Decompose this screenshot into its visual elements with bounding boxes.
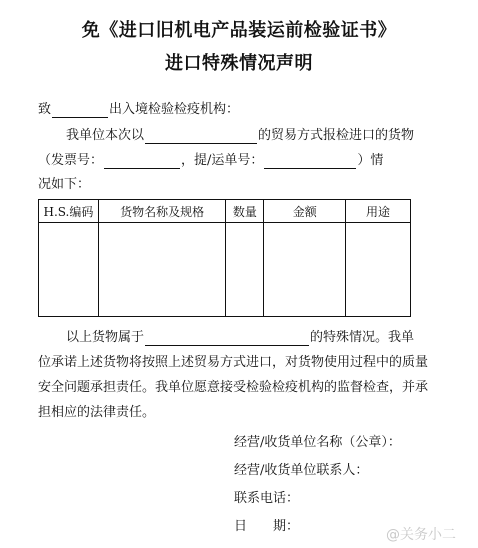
- statement-line-4: 担相应的法律责任。: [38, 405, 156, 420]
- intro-end-text: 的贸易方式报检进口的货物: [258, 128, 415, 143]
- table-header-row: [39, 200, 411, 223]
- goods-name-cell[interactable]: [98, 223, 226, 317]
- statement-line-2: 位承诺上述货物将按照上述贸易方式进口，对货物使用过程中的质量: [38, 355, 429, 370]
- amount-cell[interactable]: [264, 223, 346, 317]
- addressee-prefix: 致: [38, 102, 52, 117]
- header-hs-code: H.S.编码: [39, 200, 99, 223]
- intro-line-1: [66, 128, 414, 144]
- quantity-cell[interactable]: [226, 223, 264, 317]
- header-quantity: 数量: [226, 200, 264, 223]
- special-case-blank[interactable]: [145, 332, 309, 346]
- intro-line-2-end: ）情: [357, 153, 384, 168]
- usage-cell[interactable]: [346, 223, 411, 317]
- addressee-line: [38, 102, 239, 118]
- signature-unit-name: 经营/收货单位名称（公章）：: [234, 435, 401, 450]
- header-goods-name: 货物名称及规格: [98, 200, 226, 223]
- watermark: @关务小二: [386, 527, 456, 543]
- intro-line-3: 况如下：: [38, 177, 91, 192]
- invoice-label: （发票号：: [38, 153, 104, 168]
- document-title: 免《进口旧机电产品装运前检验证书》: [81, 20, 397, 41]
- signature-contact: 经营/收货单位联系人：: [234, 463, 369, 478]
- statement-line-1: [66, 330, 414, 346]
- intro-start-text: 我单位本次以: [66, 128, 145, 143]
- header-amount: 金额: [264, 200, 346, 223]
- statement-line-3: 安全问题承担责任。我单位愿意接受检验检疫机构的监督检查，并承: [38, 380, 429, 395]
- bill-number-blank[interactable]: [264, 155, 356, 169]
- statement-end-text: 的特殊情况。我单: [310, 330, 415, 345]
- addressee-suffix: 出入境检验检疫机构：: [109, 102, 240, 117]
- bill-label: ，提/运单号：: [181, 153, 264, 168]
- trade-mode-blank[interactable]: [145, 130, 257, 144]
- hs-code-cell[interactable]: [39, 223, 99, 317]
- invoice-number-blank[interactable]: [104, 155, 180, 169]
- signature-date: 日 期：: [234, 519, 300, 534]
- statement-start-text: 以上货物属于: [66, 330, 145, 345]
- signature-phone: 联系电话：: [234, 491, 300, 506]
- intro-line-2: [38, 153, 383, 169]
- goods-table: [38, 199, 411, 317]
- header-usage: 用途: [346, 200, 411, 223]
- authority-name-blank[interactable]: [52, 104, 108, 118]
- table-row: [39, 223, 411, 317]
- document-subtitle: 进口特殊情况声明: [165, 53, 313, 74]
